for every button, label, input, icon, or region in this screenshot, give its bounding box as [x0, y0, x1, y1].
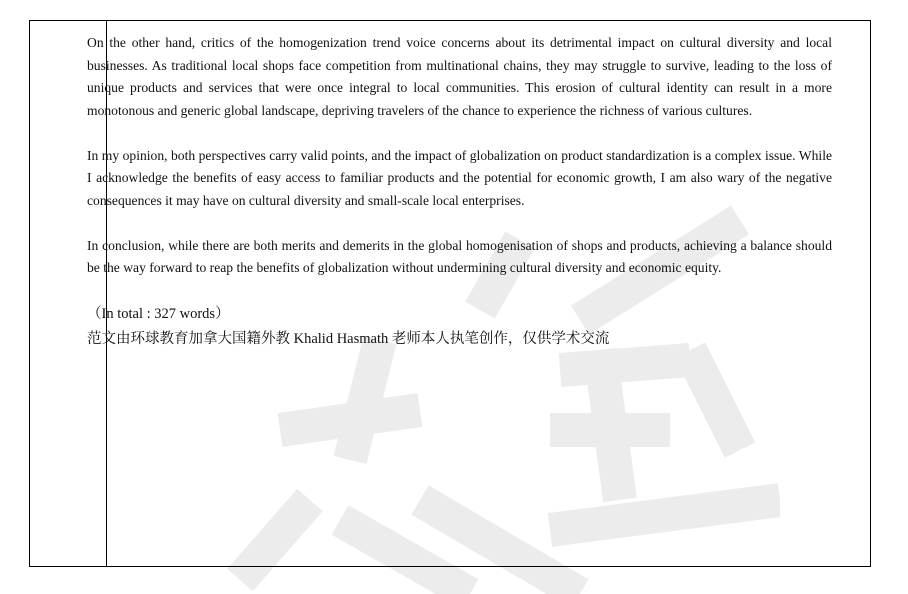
essay-content [87, 32, 832, 352]
essay-paragraph: On the other hand, critics of the homogenization trend voice concerns about its detrimental impact on cultural diversity and local businesses. As traditional local shops face competition from multinational chains, they may struggle to survive, leading to the loss of unique products and services that were once integral to local communities. This erosion of cultural identity can result in a more monotonous and generic global landscape, depriving travelers of the chance to experience the richness of various cultures. [87, 35, 832, 118]
table-right-border [870, 21, 871, 566]
author-credit: 范文由环球教育加拿大国籍外教 Khalid Hasmath 老师本人执笔创作，仅供学术交流 [87, 331, 610, 347]
essay-paragraph: In conclusion, while there are both merits and demerits in the global homogenisation of shops and products, achieving a balance should be the way forward to reap the benefits of globalization without undermining cultural diversity and economic equity. [87, 237, 832, 275]
word-count: （In total : 327 words） [87, 306, 230, 322]
essay-paragraph: In my opinion, both perspectives carry valid points, and the impact of globalization on product standardization is a complex issue. While I acknowledge the benefits of easy access to familiar products and the potential for economic growth, I am also wary of the negative consequences it may have on cultural diversity and small-scale local enterprises. [87, 147, 832, 208]
